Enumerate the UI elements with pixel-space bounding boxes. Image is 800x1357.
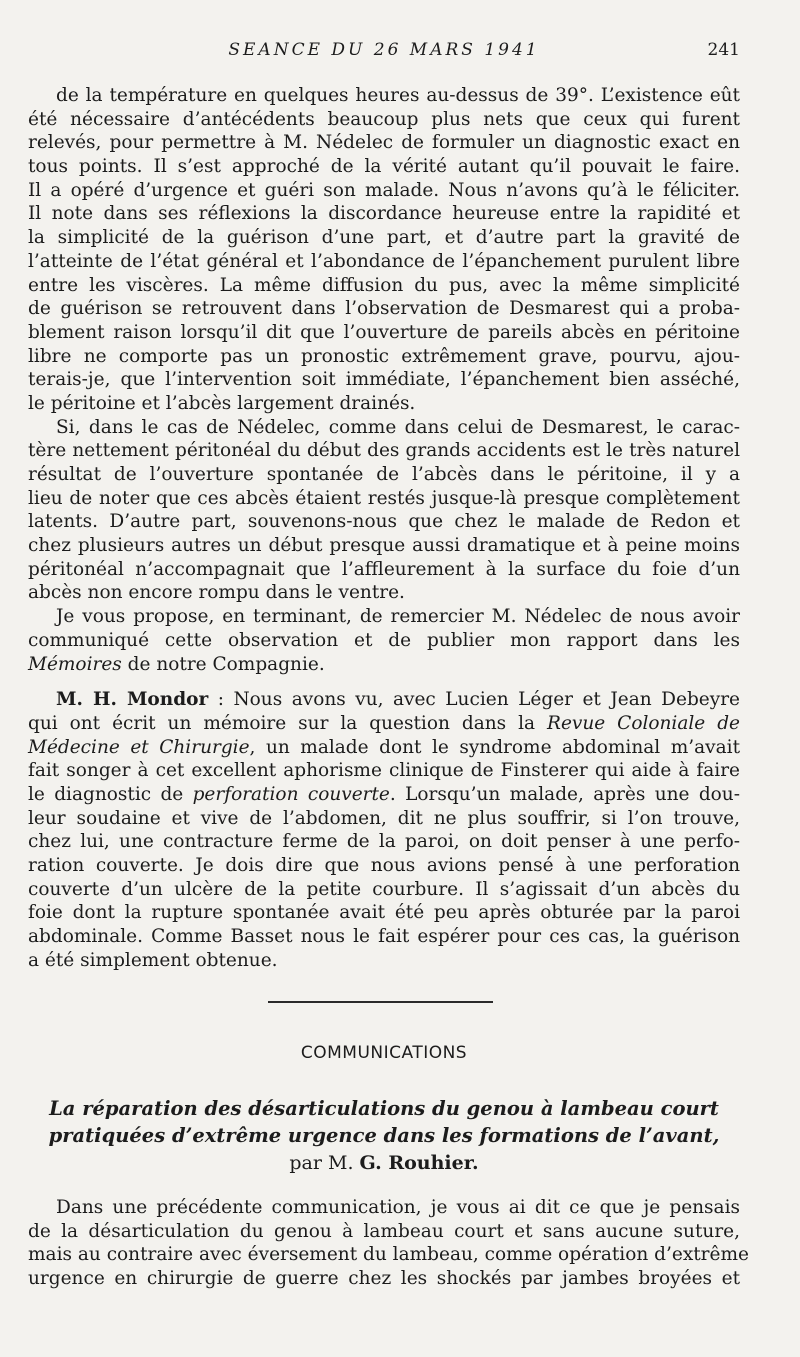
text-line: l’atteinte de l’état général et l’abondance de l’épanchement purulent libre: [28, 250, 740, 272]
text-line: couverte d’un ulcère de la petite courbure. Il s’agissait d’un abcès du: [28, 878, 740, 900]
text-line: libre ne comporte pas un pronostic extrêmement grave, pourvu, ajou-: [28, 345, 740, 367]
article-body: [28, 1196, 749, 1291]
text-line: le diagnostic de perforation couverte. Lorsqu’un malade, après une dou-: [28, 783, 740, 805]
page-number: 241: [707, 40, 740, 60]
running-head: [28, 40, 740, 66]
text-line: Je vous propose, en terminant, de remercier M. Nédelec de nous avoir: [56, 606, 740, 628]
text-line: Si, dans le cas de Nédelec, comme dans celui de Desmarest, le carac-: [56, 416, 740, 438]
byline: par M. G. Rouhier.: [289, 1152, 479, 1174]
text-line: lieu de noter que ces abcès étaient restés jusque-là presque complètement: [28, 487, 740, 509]
running-title: SEANCE DU 26 MARS 1941: [228, 40, 540, 60]
text-line: urgence en chirurgie de guerre chez les shockés par jambes broyées et: [28, 1268, 740, 1290]
text-line: chez lui, une contracture ferme de la paroi, on doit penser à une perfo-: [28, 831, 740, 853]
text-line: fait songer à cet excellent aphorisme clinique de Finsterer qui aide à faire: [28, 760, 740, 782]
text-line: mais au contraire avec éversement du lambeau, comme opération d’extrême: [28, 1244, 749, 1266]
text-line: leur soudaine et vive de l’abdomen, dit ne plus souffrir, si l’on trouve,: [28, 807, 740, 829]
text-line: tère nettement péritonéal du début des grands accidents est le très naturel: [28, 440, 740, 462]
mondor-remarks: [28, 688, 740, 972]
speaker-name: M. H. Mondor: [56, 689, 209, 711]
text-line: tous points. Il s’est approché de la vérité autant qu’il pouvait le faire.: [28, 156, 740, 178]
text-line: Il note dans ses réflexions la discordance heureuse entre la rapidité et: [28, 203, 740, 225]
text-line: Mémoires de notre Compagnie.: [28, 653, 325, 675]
paragraph: [28, 416, 740, 606]
text-line: la simplicité de la guérison d’une part, et d’autre part la gravité de: [28, 227, 740, 249]
paragraph: [28, 605, 740, 676]
text-line: a été simplement obtenue.: [28, 949, 278, 971]
section-heading: COMMUNICATIONS: [300, 1043, 468, 1063]
text-line: de la désarticulation du genou à lambeau court et sans aucune suture,: [28, 1220, 740, 1242]
text-line: relevés, pour permettre à M. Nédelec de formuler un diagnostic exact en: [28, 132, 740, 154]
text-line: été nécessaire d’antécédents beaucoup plus nets que ceux qui furent: [28, 108, 740, 130]
text-line: de guérison se retrouvent dans l’observation de Desmarest qui a proba-: [28, 298, 740, 320]
author-name: G. Rouhier.: [359, 1152, 479, 1174]
report-body: [28, 84, 740, 972]
text-line: qui ont écrit un mémoire sur la question dans la Revue Coloniale de: [28, 712, 740, 734]
text-line: chez plusieurs autres un début presque aussi dramatique et à peine moins: [28, 535, 740, 557]
text-line: blement raison lorsqu’il dit que l’ouverture de pareils abcès en péritoine: [28, 321, 740, 343]
article-title-line: pratiquées d’extrême urgence dans les formations de l’avant,: [48, 1124, 720, 1147]
text-line: M. H. Mondor : Nous avons vu, avec Lucien Léger et Jean Debeyre: [56, 689, 740, 711]
journal-name: Mémoires: [28, 653, 122, 675]
article-title-line: La réparation des désarticulations du genou à lambeau court: [49, 1097, 719, 1120]
text-line: résultat de l’ouverture spontanée de l’abcès dans le péritoine, il y a: [28, 464, 740, 485]
text-line: de la température en quelques heures au-dessus de 39°. L’existence eût: [56, 85, 740, 106]
text-line: communiqué cette observation et de publier mon rapport dans les: [28, 629, 740, 651]
text-line: terais-je, que l’intervention soit immédiate, l’épanchement bien asséché,: [28, 369, 740, 391]
paragraph: [28, 84, 740, 416]
paragraph-continuation: [28, 807, 740, 973]
section-divider: [268, 1001, 493, 1003]
text-line: Dans une précédente communication, je vous ai dit ce que je pensais: [56, 1197, 740, 1218]
text-line: Médecine et Chirurgie, un malade dont le syndrome abdominal m’avait: [28, 736, 741, 758]
text-line: péritonéal n’accompagnait que l’affleurement à la surface du foie d’un: [28, 558, 740, 580]
text-line: abcès non encore rompu dans le ventre.: [28, 582, 405, 604]
text-line: entre les viscères. La même diffusion du pus, avec la même simplicité: [28, 274, 740, 296]
text-line: ration couverte. Je dois dire que nous avions pensé à une perforation: [28, 855, 740, 876]
text-line: Il a opéré d’urgence et guéri son malade. Nous n’avons qu’à le féliciter.: [28, 179, 740, 201]
text-line: foie dont la rupture spontanée avait été peu après obturée par la paroi: [28, 902, 740, 924]
article-title: [28, 1095, 740, 1149]
text-line: latents. D’autre part, souvenons-nous que chez le malade de Redon et: [28, 511, 740, 533]
text-line: le péritoine et l’abcès largement drainés.: [28, 392, 416, 414]
text-line: abdominale. Comme Basset nous le fait espérer pour ces cas, la guérison: [28, 926, 740, 948]
